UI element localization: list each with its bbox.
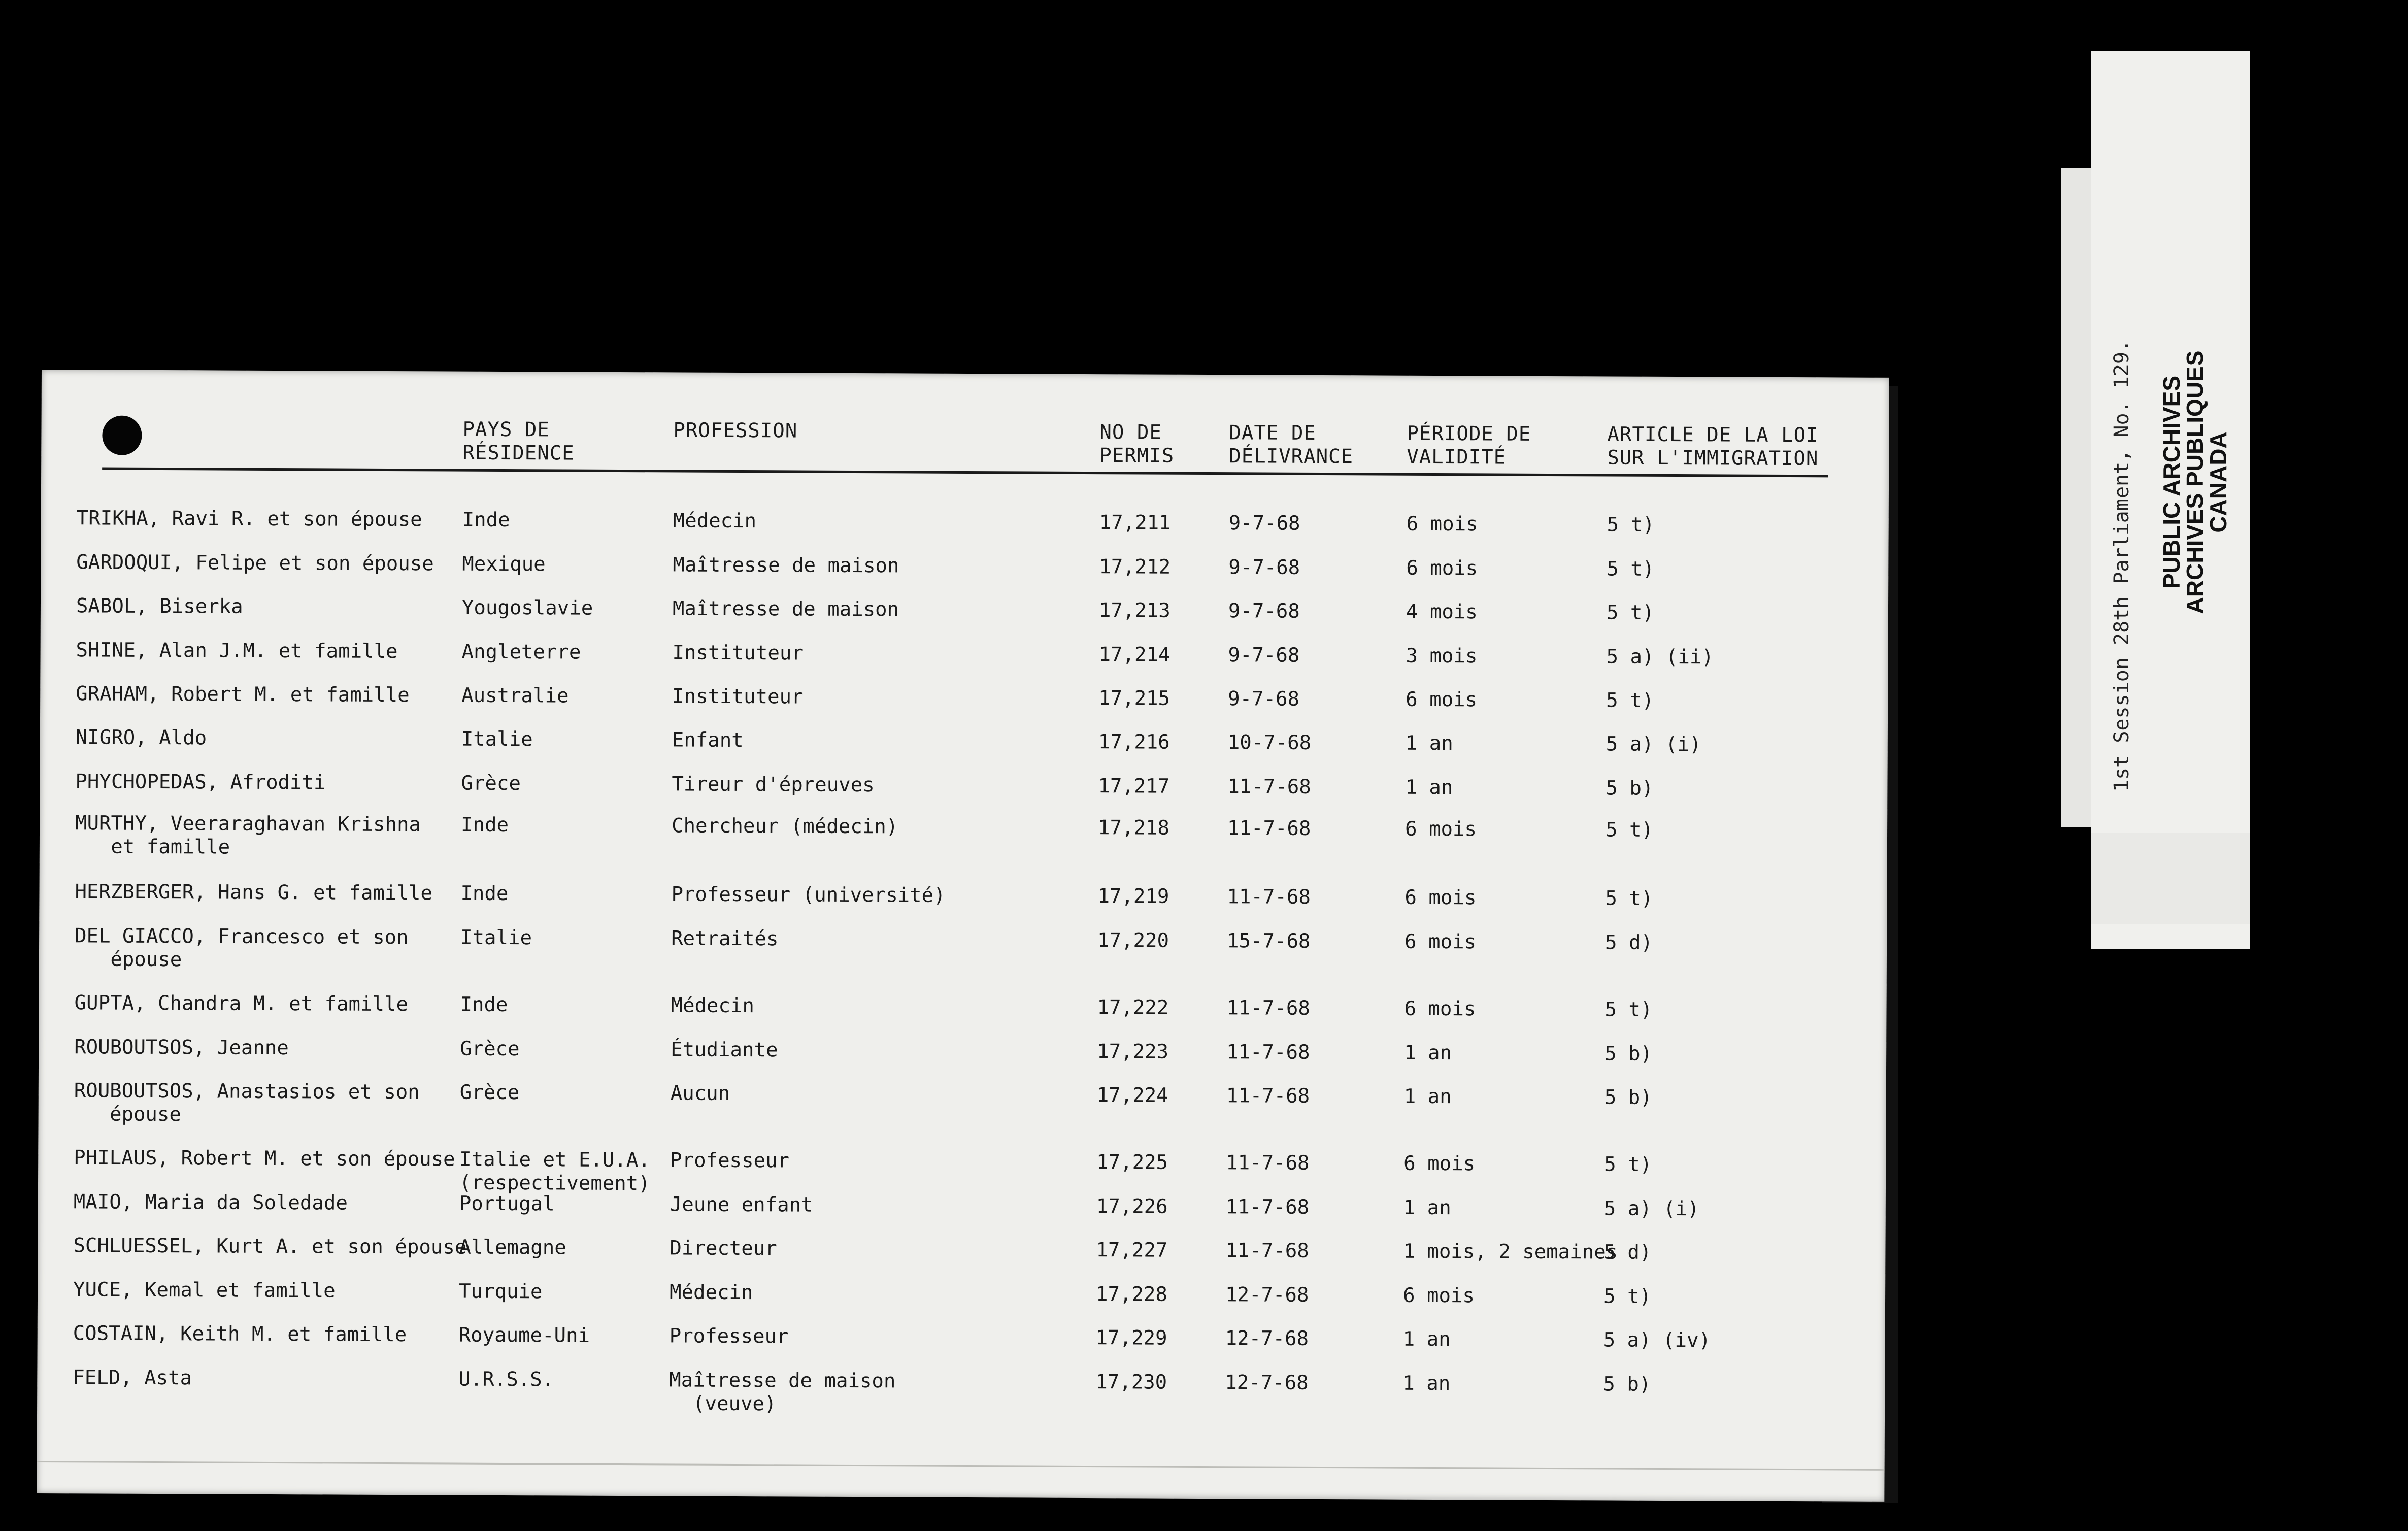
cell-permit: 17,222 [1097, 996, 1169, 1019]
header-profession: PROFESSION [673, 419, 798, 443]
cell-name: PHYCHOPEDAS, Afroditi [75, 770, 326, 794]
cell-country: Italie et E.U.A. (respectivement) [459, 1148, 651, 1195]
punch-hole [102, 416, 142, 455]
cell-country: Yougoslavie [461, 596, 593, 620]
cell-name: SCHLUESSEL, Kurt A. et son épouse [73, 1234, 467, 1259]
cell-date: 11-7-68 [1226, 1084, 1310, 1108]
cell-country: Inde [460, 993, 508, 1017]
cell-country: Royaume-Uni [458, 1323, 590, 1347]
cell-name: MAIO, Maria da Soledade [73, 1190, 348, 1215]
cell-country: Turquie [458, 1280, 543, 1304]
cell-name: SABOL, Biserka [76, 594, 243, 618]
cell-permit: 17,227 [1096, 1239, 1168, 1262]
cell-country: U.R.S.S. [458, 1368, 554, 1391]
cell-name: TRIKHA, Ravi R. et son épouse [76, 507, 422, 531]
cell-date: 11-7-68 [1226, 1151, 1310, 1175]
cell-name: GUPTA, Chandra M. et famille [74, 991, 409, 1016]
table-row [40, 682, 1888, 731]
cell-validity: 3 mois [1406, 644, 1478, 668]
table-row [40, 639, 1888, 687]
cell-permit: 17,224 [1096, 1084, 1168, 1107]
cell-date: 12-7-68 [1225, 1283, 1309, 1307]
cell-validity: 6 mois [1406, 688, 1478, 712]
cell-name: GRAHAM, Robert M. et famille [76, 682, 410, 707]
stamp-line-3: CANADA [2205, 431, 2231, 533]
cell-profession: Médecin [671, 994, 755, 1018]
cell-validity: 6 mois [1404, 997, 1476, 1021]
cell-permit: 17,216 [1098, 730, 1170, 754]
table-row [41, 507, 1888, 555]
cell-name: GARDOQUI, Felipe et son épouse [76, 551, 434, 576]
table-row [39, 1036, 1886, 1084]
archive-label-fold [2091, 833, 2250, 924]
document-sheet [37, 370, 1889, 1502]
cell-permit: 17,214 [1098, 643, 1170, 667]
cell-validity: 6 mois [1404, 817, 1477, 841]
cell-validity: 6 mois [1404, 930, 1477, 954]
table-row [39, 924, 1887, 973]
cell-name: ROUBOUTSOS, Anastasios et son épouse [74, 1079, 420, 1126]
table-row [40, 770, 1887, 819]
cell-permit: 17,228 [1095, 1283, 1168, 1306]
table-row [37, 1366, 1885, 1415]
cell-country: Grèce [460, 1037, 520, 1061]
cell-profession: Maîtresse de maison (veuve) [669, 1369, 896, 1416]
cell-article: 5 a) (i) [1603, 1197, 1699, 1221]
cell-date: 10-7-68 [1227, 731, 1312, 754]
cell-name: DEL GIACCO, Francesco et son épouse [74, 924, 409, 972]
cell-date: 9-7-68 [1228, 556, 1300, 579]
cell-validity: 6 mois [1406, 556, 1478, 580]
cell-profession: Professeur [669, 1324, 789, 1348]
cell-name: PHILAUS, Robert M. et son épouse [74, 1146, 455, 1171]
cell-profession: Médecin [669, 1281, 753, 1305]
cell-date: 11-7-68 [1226, 1041, 1310, 1064]
cell-country: Mexique [462, 552, 546, 576]
table-row [41, 594, 1888, 643]
cell-name: YUCE, Kemal et famille [73, 1278, 336, 1303]
cell-date: 11-7-68 [1225, 1195, 1310, 1219]
cell-article: 5 t) [1607, 513, 1655, 537]
stamp-line-1: PUBLIC ARCHIVES [2158, 376, 2185, 589]
cell-article: 5 t) [1605, 887, 1653, 910]
cell-profession: Retraités [671, 927, 779, 951]
table-row [39, 1079, 1886, 1128]
cell-permit: 17,229 [1095, 1326, 1167, 1350]
cell-article: 5 t) [1606, 601, 1654, 624]
cell-validity: 6 mois [1406, 512, 1478, 536]
cell-profession: Enfant [672, 728, 744, 752]
cell-article: 5 d) [1605, 931, 1653, 954]
cell-profession: Maîtresse de maison [672, 597, 899, 621]
cell-permit: 17,215 [1098, 687, 1170, 710]
cell-validity: 1 an [1404, 1041, 1452, 1065]
cell-article: 5 d) [1603, 1241, 1652, 1264]
stamp-line-2: ARCHIVES PUBLIQUES [2182, 350, 2208, 614]
cell-article: 5 b) [1606, 777, 1654, 800]
cell-date: 9-7-68 [1228, 687, 1300, 711]
cell-article: 5 t) [1607, 557, 1655, 581]
cell-country: Italie [460, 926, 532, 950]
cell-profession: Professeur (université) [671, 883, 946, 907]
cell-article: 5 a) (iv) [1603, 1328, 1711, 1352]
cell-article: 5 t) [1604, 1153, 1652, 1176]
header-date: DATE DE DÉLIVRANCE [1229, 421, 1354, 469]
table-row [41, 551, 1888, 600]
cell-date: 11-7-68 [1227, 817, 1311, 840]
cell-profession: Instituteur [672, 685, 804, 709]
cell-validity: 1 mois, 2 semaines [1403, 1240, 1618, 1264]
cell-country: Italie [461, 727, 533, 751]
cell-permit: 17,220 [1097, 929, 1169, 952]
cell-profession: Médecin [673, 509, 757, 533]
cell-validity: 6 mois [1404, 886, 1477, 910]
cell-date: 12-7-68 [1225, 1371, 1309, 1394]
cell-validity: 1 an [1405, 776, 1453, 800]
cell-country: Inde [460, 882, 509, 906]
cell-article: 5 t) [1603, 1285, 1652, 1308]
cell-date: 9-7-68 [1228, 644, 1300, 667]
cell-name: NIGRO, Aldo [75, 726, 207, 750]
cell-permit: 17,217 [1098, 775, 1170, 798]
cell-profession: Aucun [670, 1082, 730, 1105]
cell-profession: Étudiante [671, 1038, 778, 1062]
cell-permit: 17,219 [1097, 885, 1169, 908]
cell-profession: Tireur d'épreuves [672, 773, 875, 797]
cell-date: 11-7-68 [1225, 1239, 1309, 1262]
cell-country: Portugal [459, 1192, 555, 1216]
cell-name: ROUBOUTSOS, Jeanne [74, 1036, 289, 1060]
header-rule [102, 468, 1828, 478]
cell-permit: 17,226 [1096, 1195, 1168, 1218]
cell-date: 9-7-68 [1228, 512, 1300, 535]
cell-country: Australie [461, 684, 569, 708]
table-row [38, 1190, 1886, 1239]
table-row [40, 726, 1888, 775]
cell-validity: 1 an [1405, 731, 1453, 755]
cell-date: 12-7-68 [1225, 1327, 1309, 1350]
table-row [38, 1146, 1886, 1195]
table-row [38, 1234, 1885, 1283]
cell-date: 11-7-68 [1226, 996, 1311, 1020]
cell-profession: Chercheur (médecin) [671, 814, 898, 839]
cell-name: FELD, Asta [73, 1366, 192, 1390]
cell-permit: 17,230 [1095, 1371, 1167, 1394]
cell-article: 5 a) (i) [1606, 733, 1701, 756]
cell-article: 5 t) [1604, 998, 1653, 1021]
cell-validity: 1 an [1402, 1327, 1451, 1351]
header-article: ARTICLE DE LA LOI SUR L'IMMIGRATION [1607, 423, 1819, 471]
table-row [39, 991, 1886, 1040]
table-row [39, 880, 1887, 929]
cell-profession: Jeune enfant [670, 1193, 813, 1217]
cell-date: 11-7-68 [1227, 885, 1311, 909]
cell-permit: 17,213 [1098, 599, 1170, 622]
cell-profession: Professeur [670, 1149, 790, 1173]
cell-article: 5 b) [1603, 1373, 1651, 1396]
cell-country: Grèce [459, 1081, 520, 1105]
cell-name: HERZBERGER, Hans G. et famille [75, 880, 433, 905]
cell-validity: 1 an [1403, 1196, 1451, 1220]
header-pays: PAYS DE RÉSIDENCE [462, 418, 575, 465]
header-periode: PÉRIODE DE VALIDITÉ [1407, 422, 1531, 469]
cell-name: SHINE, Alan J.M. et famille [76, 639, 398, 663]
cell-article: 5 a) (ii) [1606, 645, 1714, 669]
cell-article: 5 t) [1606, 689, 1654, 712]
cell-country: Inde [462, 508, 510, 532]
cell-permit: 17,211 [1099, 511, 1171, 535]
cell-permit: 17,225 [1096, 1151, 1168, 1174]
cell-profession: Instituteur [672, 641, 804, 665]
cell-validity: 6 mois [1403, 1152, 1476, 1176]
archive-reference: 1st Session 28th Parliament, No. 129. [2110, 339, 2133, 792]
cell-country: Allemagne [459, 1236, 566, 1259]
cell-permit: 17,212 [1099, 555, 1171, 579]
table-row [37, 1322, 1885, 1371]
cell-article: 5 b) [1604, 1086, 1652, 1109]
cell-date: 15-7-68 [1227, 929, 1311, 953]
cell-country: Angleterre [461, 640, 581, 664]
cell-country: Inde [460, 813, 509, 837]
cell-article: 5 t) [1605, 818, 1654, 842]
header-permis: NO DE PERMIS [1099, 421, 1175, 468]
cell-country: Grèce [461, 772, 521, 795]
cell-validity: 4 mois [1406, 600, 1478, 624]
cell-profession: Maîtresse de maison [673, 553, 899, 578]
cell-name: COSTAIN, Keith M. et famille [73, 1322, 407, 1347]
cell-permit: 17,218 [1097, 816, 1170, 840]
cell-validity: 1 an [1402, 1372, 1451, 1395]
cell-name: MURTHY, Veeraraghavan Krishna et famille [75, 812, 421, 859]
cell-date: 11-7-68 [1227, 775, 1311, 798]
sheet-bottom-line [37, 1461, 1885, 1471]
cell-date: 9-7-68 [1228, 600, 1300, 623]
cell-profession: Directeur [670, 1237, 777, 1260]
table-row [40, 812, 1887, 860]
cell-permit: 17,223 [1097, 1040, 1169, 1063]
cell-validity: 6 mois [1402, 1284, 1475, 1308]
archive-stamp [2160, 322, 2236, 642]
cell-article: 5 b) [1604, 1042, 1653, 1066]
cell-validity: 1 an [1403, 1085, 1452, 1109]
table-row [38, 1278, 1885, 1327]
